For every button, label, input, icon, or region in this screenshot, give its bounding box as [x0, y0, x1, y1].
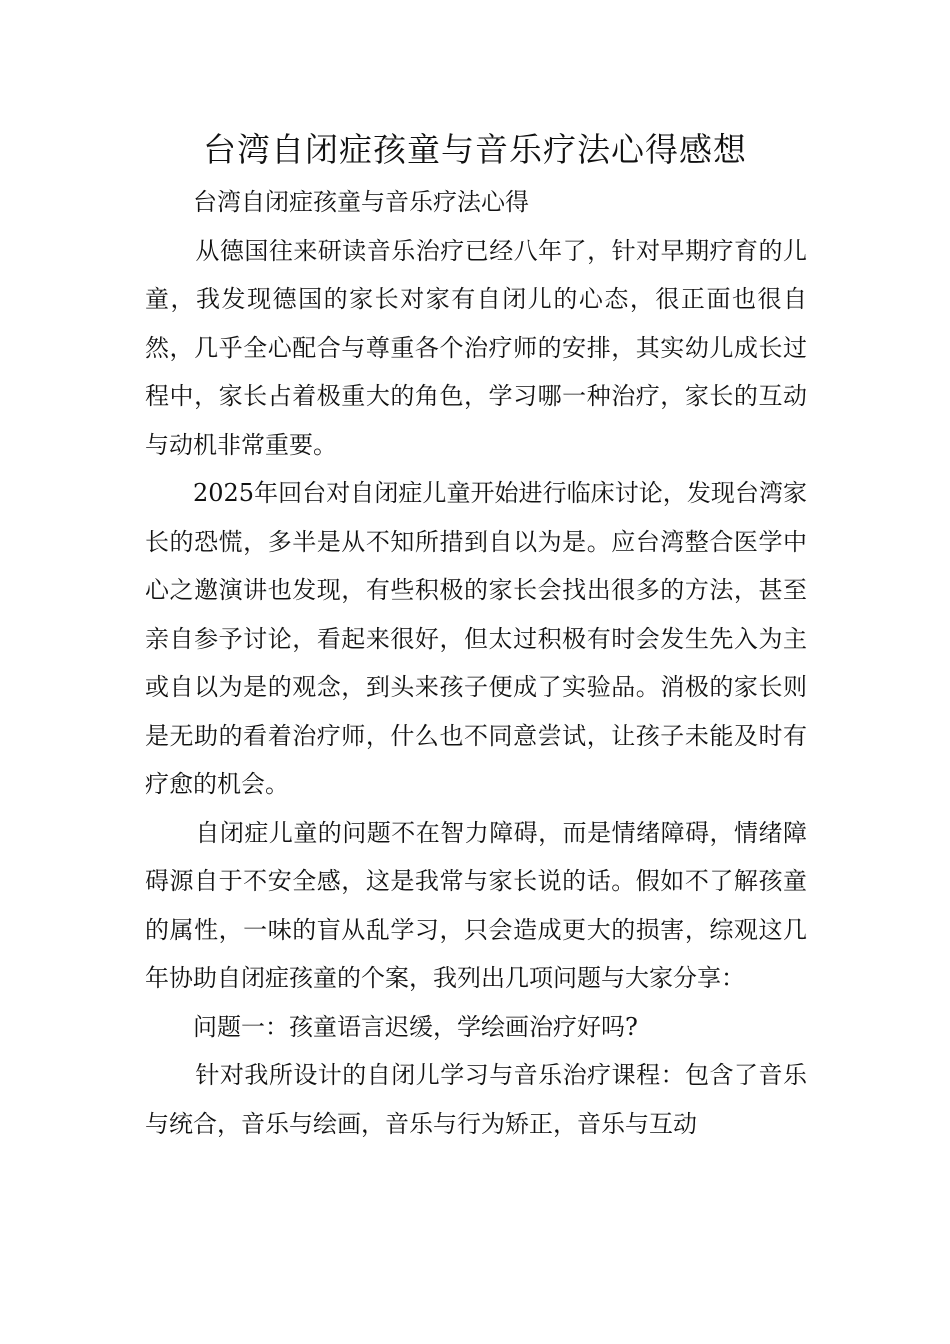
body-paragraph: 2025年回台对自闭症儿童开始进行临床讨论，发现台湾家长的恐慌，多半是从不知所措到自以为是。应台湾整合医学中心之邀演讲也发现，有些积极的家长会找出很多的方法，甚至亲自参予讨论，看起来很好，但太过积极有时会发生先入为主或自以为是的观念，到头来孩子便成了实验品。消极的家长则是无助的看着治疗师，什么也不同意尝试，让孩子未能及时有疗愈的机会。	[145, 479, 807, 798]
body-paragraph: 自闭症儿童的问题不在智力障碍，而是情绪障碍，情绪障碍源自于不安全感，这是我常与家长说的话。假如不了解孩童的属性，一味的盲从乱学习，只会造成更大的损害，综观这几年协助自闭症孩童的个案，我列出几项问题与大家分享：	[145, 818, 807, 992]
document-body	[145, 178, 807, 1148]
body-paragraph: 从德国往来研读音乐治疗已经八年了，针对早期疗育的儿童，我发现德国的家长对家有自闭儿的心态，很正面也很自然，几乎全心配合与尊重各个治疗师的安排，其实幼儿成长过程中，家长占着极重大的角色，学习哪一种治疗，家长的互动与动机非常重要。	[145, 236, 807, 459]
document-title: 台湾自闭症孩童与音乐疗法心得感想	[203, 130, 747, 169]
subtitle-paragraph: 台湾自闭症孩童与音乐疗法心得	[193, 188, 529, 216]
body-paragraph: 针对我所设计的自闭儿学习与音乐治疗课程：包含了音乐与统合，音乐与绘画，音乐与行为矫正，音乐与互动	[145, 1061, 807, 1138]
question-heading: 问题一：孩童语言迟缓，学绘画治疗好吗?	[193, 1012, 638, 1041]
